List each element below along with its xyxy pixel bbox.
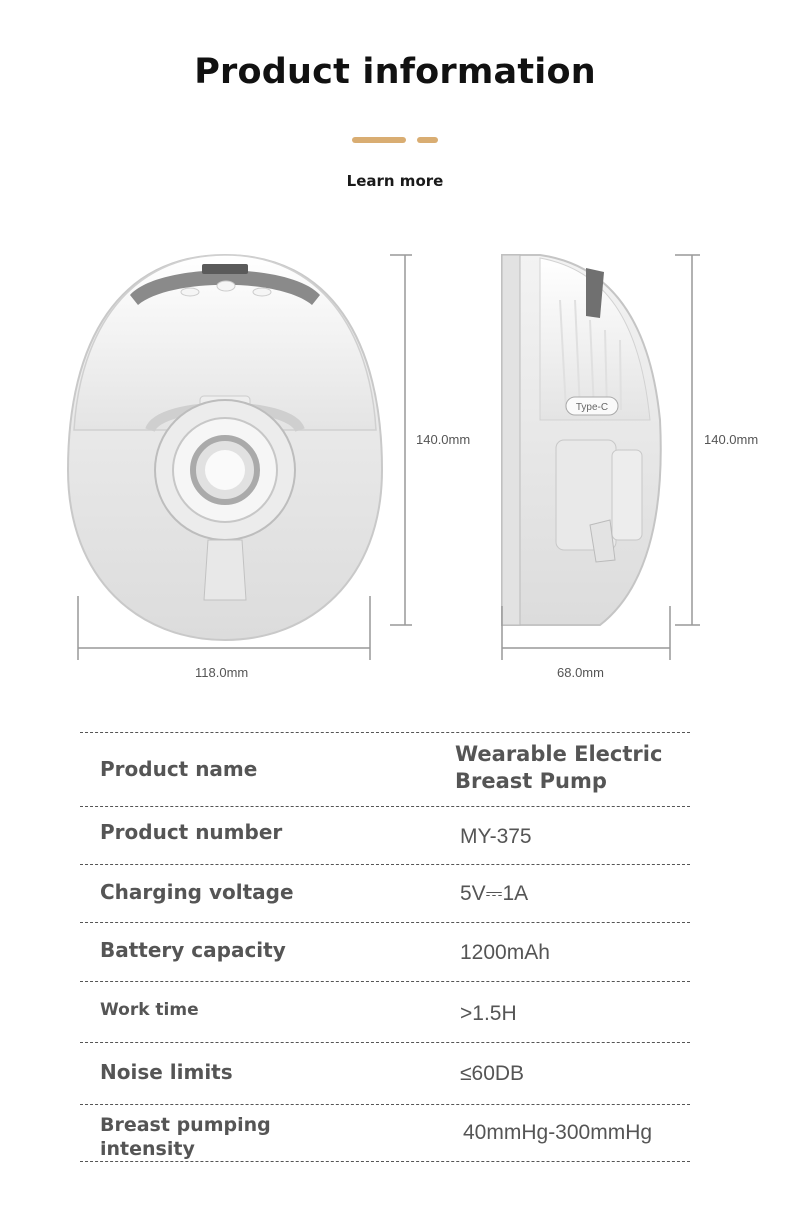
spec-value: Wearable Electric Breast Pump <box>455 742 663 793</box>
front-height-label: 140.0mm <box>416 432 471 447</box>
side-width-label: 68.0mm <box>557 665 604 680</box>
spec-row-product-number <box>80 806 690 864</box>
spec-row-product-name <box>80 732 690 806</box>
spec-value: >1.5H <box>460 1002 517 1025</box>
spec-value: 40mmHg-300mmHg <box>463 1121 653 1144</box>
side-height-label: 140.0mm <box>704 432 759 447</box>
spec-row-charging-voltage <box>80 864 690 922</box>
spec-row-battery-capacity <box>80 922 690 981</box>
side-view <box>502 255 700 660</box>
spec-key: Charging voltage <box>100 880 294 904</box>
spec-row-work-time <box>80 981 690 1042</box>
spec-row-pumping-intensity <box>80 1104 690 1162</box>
led-digits <box>202 264 248 274</box>
spec-table <box>80 732 690 1162</box>
spec-key: Breast pumping intensity <box>100 1114 271 1160</box>
page-title: Product information <box>194 52 596 92</box>
spec-key: Product name <box>100 757 258 781</box>
spec-value: ≤60DB <box>460 1062 525 1085</box>
spec-value: MY-375 <box>460 825 532 848</box>
level-button-icon <box>253 288 271 296</box>
type-c-label: Type-C <box>575 402 609 413</box>
spec-key: Product number <box>100 820 283 844</box>
spec-key: Work time <box>100 1000 199 1020</box>
spec-value: 5V⎓1A <box>460 882 529 905</box>
mode-button-icon <box>217 281 235 291</box>
spec-key: Battery capacity <box>100 938 286 962</box>
learn-more-link[interactable]: Learn more <box>346 172 444 190</box>
front-width-label: 118.0mm <box>195 665 249 680</box>
power-button-icon <box>181 288 199 296</box>
spec-key: Noise limits <box>100 1060 233 1084</box>
front-view <box>68 255 412 660</box>
spec-value: 1200mAh <box>460 941 550 964</box>
spec-row-noise-limits <box>80 1042 690 1104</box>
